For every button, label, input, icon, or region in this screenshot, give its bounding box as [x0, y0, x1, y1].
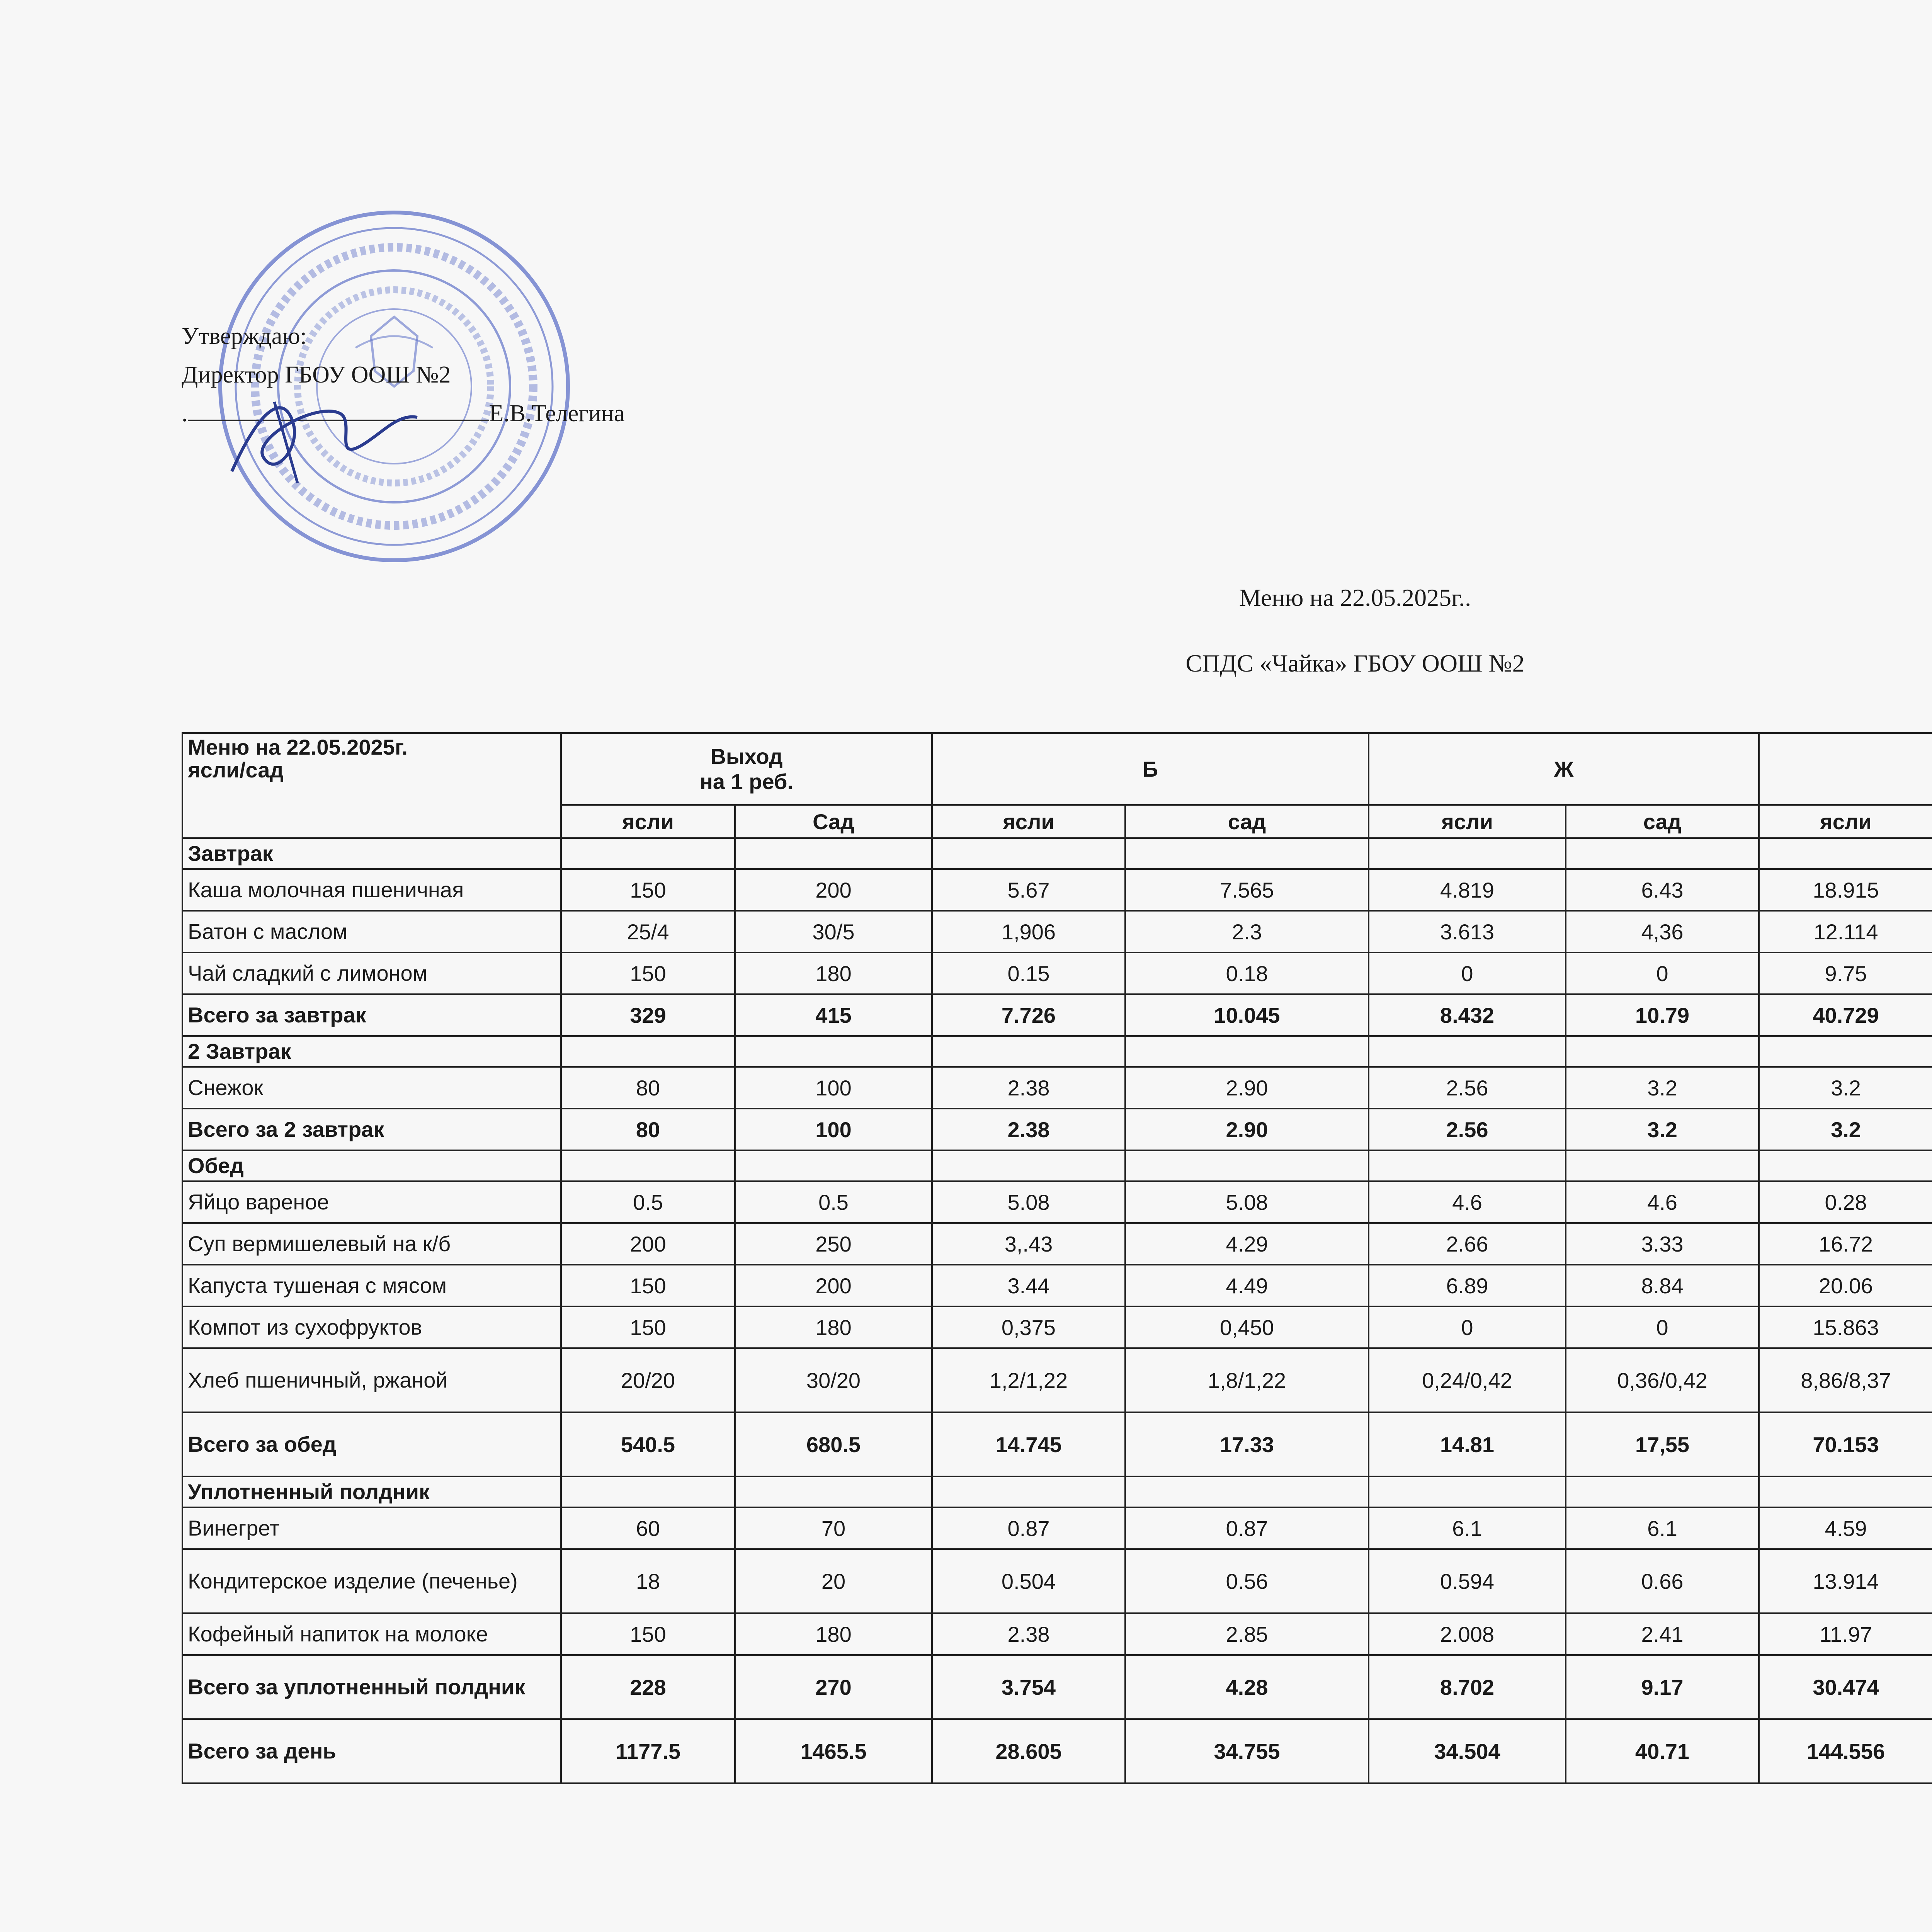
value-cell: 3.2: [1566, 1109, 1759, 1150]
value-cell: [1566, 838, 1759, 869]
value-cell: 680.5: [735, 1412, 932, 1476]
value-cell: [1369, 838, 1566, 869]
value-cell: 0.87: [1125, 1507, 1369, 1549]
value-cell: 9.75: [1759, 952, 1932, 994]
dish-name: Чай сладкий с лимоном: [182, 952, 561, 994]
value-cell: 2.85: [1125, 1613, 1369, 1655]
subheader-cell: ясли: [1369, 805, 1566, 838]
value-cell: 6.1: [1566, 1507, 1759, 1549]
value-cell: 70.153: [1759, 1412, 1932, 1476]
subheader-cell: сад: [1566, 805, 1759, 838]
value-cell: [1125, 838, 1369, 869]
value-cell: 540.5: [561, 1412, 735, 1476]
value-cell: [932, 1150, 1125, 1181]
total-row: [182, 1719, 1932, 1783]
value-cell: 0.504: [932, 1549, 1125, 1613]
value-cell: 11.97: [1759, 1613, 1932, 1655]
total-row: [182, 1412, 1932, 1476]
dish-name: Кондитерское изделие (печенье): [182, 1549, 561, 1613]
value-cell: 150: [561, 1613, 735, 1655]
value-cell: 7.726: [932, 994, 1125, 1036]
value-cell: 4.28: [1125, 1655, 1369, 1719]
value-cell: 150: [561, 1306, 735, 1348]
dish-name: Снежок: [182, 1067, 561, 1109]
total-row: [182, 994, 1932, 1036]
value-cell: 40.729: [1759, 994, 1932, 1036]
value-cell: 9.17: [1566, 1655, 1759, 1719]
value-cell: 8.84: [1566, 1265, 1759, 1306]
value-cell: 2.3: [1125, 911, 1369, 952]
value-cell: 4,36: [1566, 911, 1759, 952]
value-cell: 144.556: [1759, 1719, 1932, 1783]
value-cell: 15.863: [1759, 1306, 1932, 1348]
value-cell: 3.754: [932, 1655, 1125, 1719]
value-cell: 180: [735, 952, 932, 994]
table-row: [182, 1549, 1932, 1613]
value-cell: [932, 838, 1125, 869]
total-row: [182, 1655, 1932, 1719]
subheader-cell: Сад: [735, 805, 932, 838]
value-cell: 3.44: [932, 1265, 1125, 1306]
value-cell: 0.56: [1125, 1549, 1369, 1613]
value-cell: [1759, 1150, 1932, 1181]
value-cell: 6.89: [1369, 1265, 1566, 1306]
table-row: [182, 1223, 1932, 1265]
value-cell: 415: [735, 994, 932, 1036]
value-cell: 0: [1369, 1306, 1566, 1348]
section-name: 2 Завтрак: [182, 1036, 561, 1067]
value-cell: 200: [735, 869, 932, 911]
value-cell: [1125, 1150, 1369, 1181]
approval-heading: Утверждаю:: [182, 323, 307, 349]
value-cell: 34.504: [1369, 1719, 1566, 1783]
value-cell: [561, 1036, 735, 1067]
value-cell: 3.33: [1566, 1223, 1759, 1265]
menu-table: [182, 732, 1932, 1784]
value-cell: [932, 1476, 1125, 1507]
value-cell: 100: [735, 1067, 932, 1109]
value-cell: 0: [1566, 1306, 1759, 1348]
value-cell: 4.6: [1566, 1181, 1759, 1223]
dish-name: Каша молочная пшеничная: [182, 869, 561, 911]
header-menu-cell: Меню на 22.05.2025г. ясли/сад: [182, 733, 561, 838]
value-cell: 4.59: [1759, 1507, 1932, 1549]
table-row: [182, 1067, 1932, 1109]
value-cell: 1,906: [932, 911, 1125, 952]
value-cell: [561, 1150, 735, 1181]
value-cell: 4.49: [1125, 1265, 1369, 1306]
value-cell: 17.33: [1125, 1412, 1369, 1476]
value-cell: 28.605: [932, 1719, 1125, 1783]
dish-name: Всего за обед: [182, 1412, 561, 1476]
value-cell: 150: [561, 1265, 735, 1306]
value-cell: 0.66: [1566, 1549, 1759, 1613]
value-cell: 270: [735, 1655, 932, 1719]
value-cell: 2.38: [932, 1067, 1125, 1109]
value-cell: 6.43: [1566, 869, 1759, 911]
institution-title: СПДС «Чайка» ГБОУ ООШ №2: [1185, 650, 1525, 677]
director-signature: [216, 379, 433, 495]
value-cell: 1465.5: [735, 1719, 932, 1783]
value-cell: 18.915: [1759, 869, 1932, 911]
value-cell: 30/5: [735, 911, 932, 952]
value-cell: 4.29: [1125, 1223, 1369, 1265]
value-cell: 10.045: [1125, 994, 1369, 1036]
value-cell: 34.755: [1125, 1719, 1369, 1783]
subheader-cell: ясли: [1759, 805, 1932, 838]
value-cell: [1369, 1150, 1566, 1181]
value-cell: 2.66: [1369, 1223, 1566, 1265]
value-cell: 4.819: [1369, 869, 1566, 911]
value-cell: 4.6: [1369, 1181, 1566, 1223]
value-cell: 5.67: [932, 869, 1125, 911]
value-cell: [1566, 1476, 1759, 1507]
value-cell: 7.565: [1125, 869, 1369, 911]
value-cell: 200: [735, 1265, 932, 1306]
table-row: [182, 869, 1932, 911]
section-row: [182, 1036, 1932, 1067]
value-cell: 20: [735, 1549, 932, 1613]
value-cell: 150: [561, 869, 735, 911]
value-cell: 10.79: [1566, 994, 1759, 1036]
value-cell: 70: [735, 1507, 932, 1549]
value-cell: [735, 1150, 932, 1181]
value-cell: [561, 1476, 735, 1507]
dish-name: Хлеб пшеничный, ржаной: [182, 1348, 561, 1412]
section-row: [182, 838, 1932, 869]
value-cell: 329: [561, 994, 735, 1036]
value-cell: 25/4: [561, 911, 735, 952]
value-cell: [1369, 1036, 1566, 1067]
value-cell: 5.08: [1125, 1181, 1369, 1223]
value-cell: 100: [735, 1109, 932, 1150]
value-cell: [1759, 838, 1932, 869]
dish-name: Капуста тушеная с мясом: [182, 1265, 561, 1306]
dish-name: Всего за уплотненный полдник: [182, 1655, 561, 1719]
subheader-cell: ясли: [932, 805, 1125, 838]
table-row: [182, 1613, 1932, 1655]
value-cell: 14.81: [1369, 1412, 1566, 1476]
value-cell: 8,86/8,37: [1759, 1348, 1932, 1412]
value-cell: 2.56: [1369, 1067, 1566, 1109]
section-row: [182, 1476, 1932, 1507]
approval-signer-name: Е.В.Телегина: [489, 400, 625, 427]
value-cell: 3.2: [1759, 1067, 1932, 1109]
value-cell: 6.1: [1369, 1507, 1566, 1549]
dish-name: Всего за завтрак: [182, 994, 561, 1036]
value-cell: [1566, 1036, 1759, 1067]
section-row: [182, 1150, 1932, 1181]
value-cell: 13.914: [1759, 1549, 1932, 1613]
table-row: [182, 1181, 1932, 1223]
dish-name: Суп вермишелевый на к/б: [182, 1223, 561, 1265]
value-cell: 17,55: [1566, 1412, 1759, 1476]
table-row: [182, 952, 1932, 994]
value-cell: 40.71: [1566, 1719, 1759, 1783]
value-cell: 2.41: [1566, 1613, 1759, 1655]
value-cell: 0.87: [932, 1507, 1125, 1549]
table-row: [182, 1265, 1932, 1306]
value-cell: 200: [561, 1223, 735, 1265]
header-b: Б: [932, 733, 1369, 805]
section-name: Обед: [182, 1150, 561, 1181]
value-cell: [561, 838, 735, 869]
document-title: Меню на 22.05.2025г..: [1239, 584, 1471, 611]
value-cell: 0,36/0,42: [1566, 1348, 1759, 1412]
approval-signature-line: . Е.В.Телегина: [182, 400, 625, 427]
value-cell: [735, 1036, 932, 1067]
value-cell: 0.594: [1369, 1549, 1566, 1613]
value-cell: 150: [561, 952, 735, 994]
dish-name: Кофейный напиток на молоке: [182, 1613, 561, 1655]
header-u: [1759, 733, 1932, 805]
value-cell: 228: [561, 1655, 735, 1719]
value-cell: 0.5: [735, 1181, 932, 1223]
total-row: [182, 1109, 1932, 1150]
value-cell: 60: [561, 1507, 735, 1549]
value-cell: 20/20: [561, 1348, 735, 1412]
value-cell: 0: [1566, 952, 1759, 994]
value-cell: 2.90: [1125, 1109, 1369, 1150]
dish-name: Яйцо вареное: [182, 1181, 561, 1223]
value-cell: 3.2: [1566, 1067, 1759, 1109]
value-cell: 0.5: [561, 1181, 735, 1223]
table-row: [182, 1306, 1932, 1348]
value-cell: 18: [561, 1549, 735, 1613]
value-cell: 20.06: [1759, 1265, 1932, 1306]
approval-position: Директор ГБОУ ООШ №2: [182, 362, 451, 388]
value-cell: 250: [735, 1223, 932, 1265]
value-cell: 1,8/1,22: [1125, 1348, 1369, 1412]
section-name: Уплотненный полдник: [182, 1476, 561, 1507]
value-cell: 2.008: [1369, 1613, 1566, 1655]
dish-name: Всего за день: [182, 1719, 561, 1783]
subheader-cell: ясли: [561, 805, 735, 838]
value-cell: [1125, 1476, 1369, 1507]
value-cell: 16.72: [1759, 1223, 1932, 1265]
value-cell: [735, 1476, 932, 1507]
value-cell: [1566, 1150, 1759, 1181]
table-row: [182, 1348, 1932, 1412]
table-row: [182, 1507, 1932, 1549]
value-cell: 14.745: [932, 1412, 1125, 1476]
value-cell: 0,375: [932, 1306, 1125, 1348]
value-cell: 3.2: [1759, 1109, 1932, 1150]
value-cell: 0.15: [932, 952, 1125, 994]
value-cell: [1759, 1476, 1932, 1507]
value-cell: [1125, 1036, 1369, 1067]
value-cell: 0,24/0,42: [1369, 1348, 1566, 1412]
value-cell: 3.613: [1369, 911, 1566, 952]
value-cell: 1177.5: [561, 1719, 735, 1783]
dish-name: Всего за 2 завтрак: [182, 1109, 561, 1150]
value-cell: 180: [735, 1306, 932, 1348]
value-cell: [735, 838, 932, 869]
value-cell: 8.432: [1369, 994, 1566, 1036]
subheader-cell: сад: [1125, 805, 1369, 838]
value-cell: 8.702: [1369, 1655, 1566, 1719]
value-cell: 30/20: [735, 1348, 932, 1412]
value-cell: 0.18: [1125, 952, 1369, 994]
header-output: Выход на 1 реб.: [561, 733, 932, 805]
dish-name: Батон с маслом: [182, 911, 561, 952]
value-cell: 80: [561, 1067, 735, 1109]
value-cell: 0.28: [1759, 1181, 1932, 1223]
value-cell: 80: [561, 1109, 735, 1150]
value-cell: [1369, 1476, 1566, 1507]
value-cell: 30.474: [1759, 1655, 1932, 1719]
value-cell: 1,2/1,22: [932, 1348, 1125, 1412]
menu-table-body: [182, 733, 1932, 1783]
table-row: [182, 911, 1932, 952]
value-cell: 2.90: [1125, 1067, 1369, 1109]
value-cell: 180: [735, 1613, 932, 1655]
value-cell: 2.38: [932, 1613, 1125, 1655]
value-cell: 0,450: [1125, 1306, 1369, 1348]
value-cell: 2.56: [1369, 1109, 1566, 1150]
dish-name: Компот из сухофруктов: [182, 1306, 561, 1348]
value-cell: 0: [1369, 952, 1566, 994]
value-cell: [1759, 1036, 1932, 1067]
value-cell: 12.114: [1759, 911, 1932, 952]
table-header-row: [182, 733, 1932, 805]
section-name: Завтрак: [182, 838, 561, 869]
dish-name: Винегрет: [182, 1507, 561, 1549]
value-cell: 5.08: [932, 1181, 1125, 1223]
value-cell: 3,.43: [932, 1223, 1125, 1265]
header-zh: Ж: [1369, 733, 1759, 805]
value-cell: 2.38: [932, 1109, 1125, 1150]
value-cell: [932, 1036, 1125, 1067]
